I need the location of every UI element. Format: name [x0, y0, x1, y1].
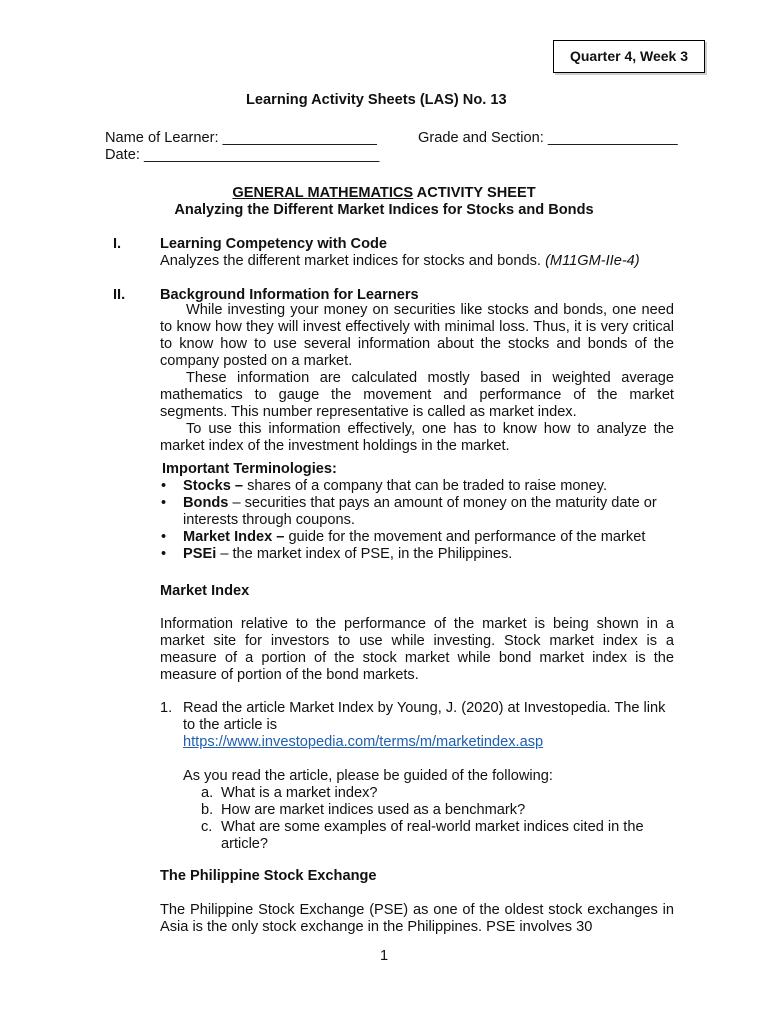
list-item [201, 785, 681, 802]
bullet-icon: • [161, 529, 167, 545]
numbered-item-1 [160, 700, 674, 751]
definition: – the market index of PSE, in the Philippines. [216, 546, 513, 562]
term: Bonds [183, 495, 229, 511]
name-blank: ___________________ [222, 130, 377, 146]
name-field [105, 130, 377, 147]
section-1-heading: Learning Competency with Code [160, 236, 388, 252]
definition: shares of a company that can be traded to raise money. [243, 478, 607, 494]
question-letter: b. [201, 802, 214, 818]
bullet-icon: • [161, 546, 167, 562]
market-index-heading: Market Index [160, 583, 250, 599]
quarter-week-badge: Quarter 4, Week 3 [553, 40, 705, 73]
background-paragraph-3: To use this information effectively, one has to know how to analyze the market index of the investment holdings in the market. [160, 421, 674, 454]
terminologies-heading: Important Terminologies: [162, 461, 337, 477]
question-text: How are market indices used as a benchmark? [221, 802, 526, 818]
investopedia-link[interactable]: https://www.investopedia.com/terms/m/marketindex.asp [183, 734, 544, 750]
question-text: What are some examples of real-world market indices cited in the article? [221, 819, 644, 852]
guide-questions [201, 785, 681, 853]
list-item [161, 495, 683, 529]
sheet-subtitle: Analyzing the Different Market Indices for Stocks and Bonds [174, 202, 594, 218]
question-text: What is a market index? [221, 785, 378, 801]
grade-label: Grade and Section: [418, 130, 544, 146]
section-1-text [160, 253, 640, 270]
bullet-icon: • [161, 495, 167, 511]
list-item [161, 478, 683, 495]
guide-intro: As you read the article, please be guided of the following: [183, 768, 553, 784]
definition: – securities that pays an amount of money on the maturity date or interests through coupons. [183, 495, 657, 528]
sheet-title [0, 185, 768, 202]
list-item [161, 529, 683, 546]
section-2-heading: Background Information for Learners [160, 287, 419, 303]
term: Stocks – [183, 478, 244, 494]
section-2-numeral: II. [113, 287, 126, 303]
competency-text: Analyzes the different market indices for stocks and bonds. [160, 253, 541, 269]
competency-code: (M11GM-IIe-4) [545, 253, 640, 269]
item-text: Read the article Market Index by Young, J. (2020) at Investopedia. The link to the article is [183, 700, 666, 733]
date-blank: _____________________________ [143, 147, 380, 163]
list-item [201, 802, 681, 819]
background-paragraph-1: While investing your money on securities like stocks and bonds, one need to know how they will invest effectively with minimal loss. Thus, it is very critical to know how to use several information about the stocks and bonds of the company posted on a market. [160, 302, 674, 369]
las-title: Learning Activity Sheets (LAS) No. 13 [246, 92, 507, 108]
grade-section-field [418, 130, 678, 147]
date-field [105, 147, 379, 164]
definition: guide for the movement and performance of the market [284, 529, 646, 545]
grade-blank: ________________ [547, 130, 678, 146]
pse-heading: The Philippine Stock Exchange [160, 868, 377, 884]
pse-paragraph: The Philippine Stock Exchange (PSE) as one of the oldest stock exchanges in Asia is the only stock exchange in the Philippines. PSE involves 30 [160, 902, 674, 935]
bullet-icon: • [161, 478, 167, 494]
question-letter: c. [201, 819, 213, 835]
subject-name: GENERAL MATHEMATICS [232, 185, 414, 201]
subject-suffix: ACTIVITY SHEET [413, 185, 536, 201]
section-1-numeral: I. [113, 236, 122, 252]
list-item [201, 819, 681, 853]
term: PSEi [183, 546, 217, 562]
date-label: Date: [105, 147, 140, 163]
page-number: 1 [380, 948, 389, 964]
list-item [161, 546, 683, 563]
term: Market Index – [183, 529, 285, 545]
name-label: Name of Learner: [105, 130, 219, 146]
item-number: 1. [160, 700, 173, 716]
terminology-list [161, 478, 683, 563]
question-letter: a. [201, 785, 214, 801]
market-index-paragraph: Information relative to the performance of the market is being shown in a market site for investors to use while investing. Stock market index is a measure of a portion of the stock market while bond market index is the measure of portion of the bond markets. [160, 616, 674, 683]
background-paragraph-2: These information are calculated mostly based in weighted average mathematics to gauge the movement and performance of the market segments. This number representative is called as market index. [160, 370, 674, 420]
